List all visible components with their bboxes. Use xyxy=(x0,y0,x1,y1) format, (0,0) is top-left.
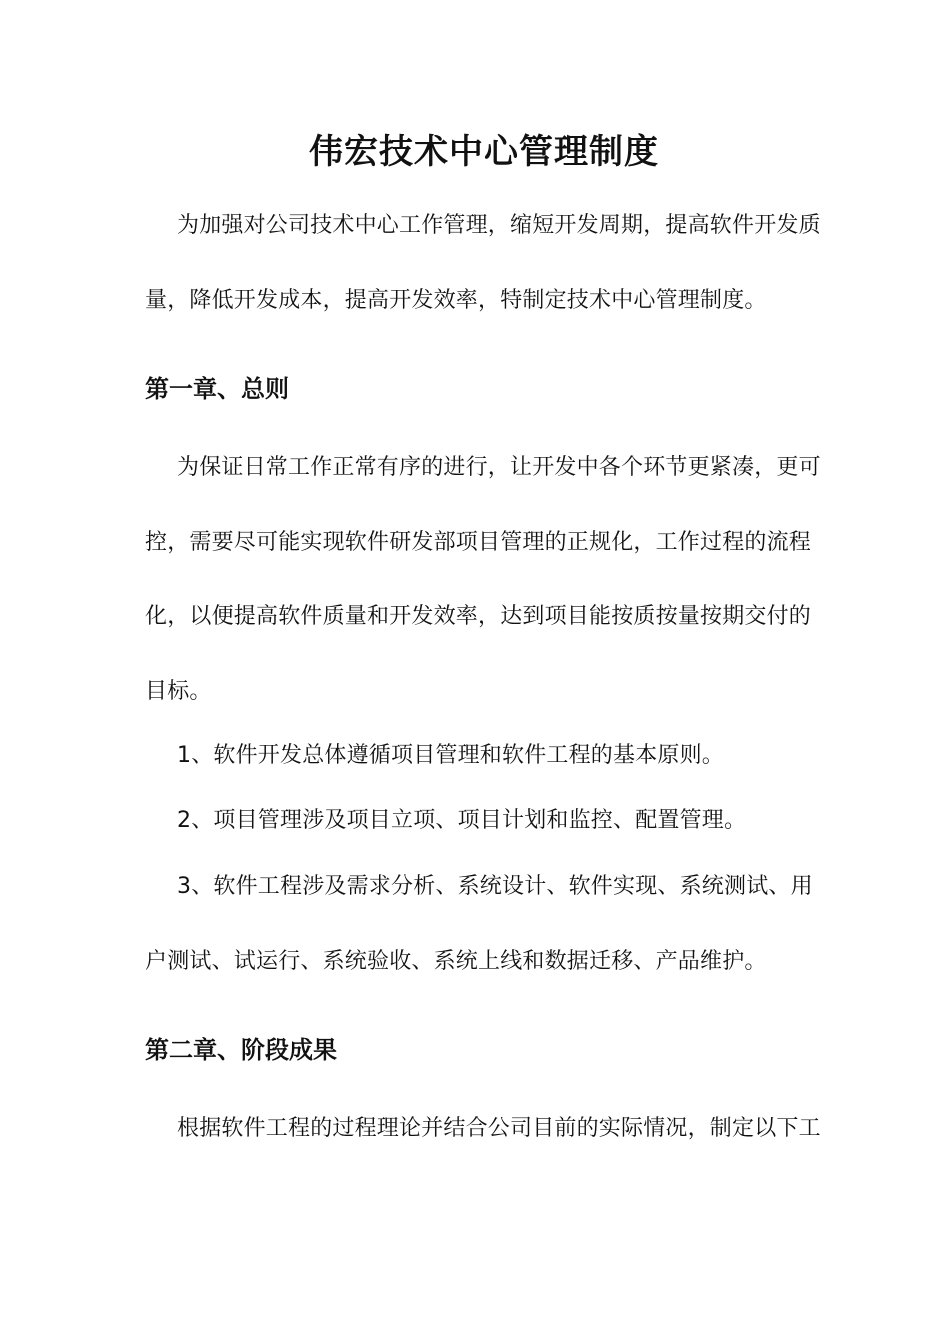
chapter-1-item-2: 2、项目管理涉及项目立项、项目计划和监控、配置管理。 xyxy=(177,808,747,833)
document-title: 伟宏技术中心管理制度 xyxy=(309,132,659,172)
chapter-1-item-1: 1、软件开发总体遵循项目管理和软件工程的基本原则。 xyxy=(177,743,724,768)
chapter-2-heading: 第二章、阶段成果 xyxy=(145,1036,337,1064)
chapter-1-paragraph-line-4: 目标。 xyxy=(145,679,212,704)
chapter-1-paragraph-line-3: 化，以便提高软件质量和开发效率，达到项目能按质按量按期交付的 xyxy=(145,604,812,629)
chapter-2-paragraph-line-1: 根据软件工程的过程理论并结合公司目前的实际情况，制定以下工 xyxy=(177,1116,821,1141)
intro-line-2: 量，降低开发成本，提高开发效率，特制定技术中心管理制度。 xyxy=(145,288,767,313)
intro-line-1: 为加强对公司技术中心工作管理，缩短开发周期，提高软件开发质 xyxy=(177,213,821,238)
chapter-1-heading: 第一章、总则 xyxy=(145,375,289,403)
chapter-1-paragraph-line-1: 为保证日常工作正常有序的进行，让开发中各个环节更紧凑，更可 xyxy=(177,455,821,480)
chapter-1-paragraph-line-2: 控，需要尽可能实现软件研发部项目管理的正规化，工作过程的流程 xyxy=(145,530,812,555)
chapter-1-item-3-line-1: 3、软件工程涉及需求分析、系统设计、软件实现、系统测试、用 xyxy=(177,874,813,899)
chapter-1-item-3-line-2: 户测试、试运行、系统验收、系统上线和数据迁移、产品维护。 xyxy=(145,949,767,974)
